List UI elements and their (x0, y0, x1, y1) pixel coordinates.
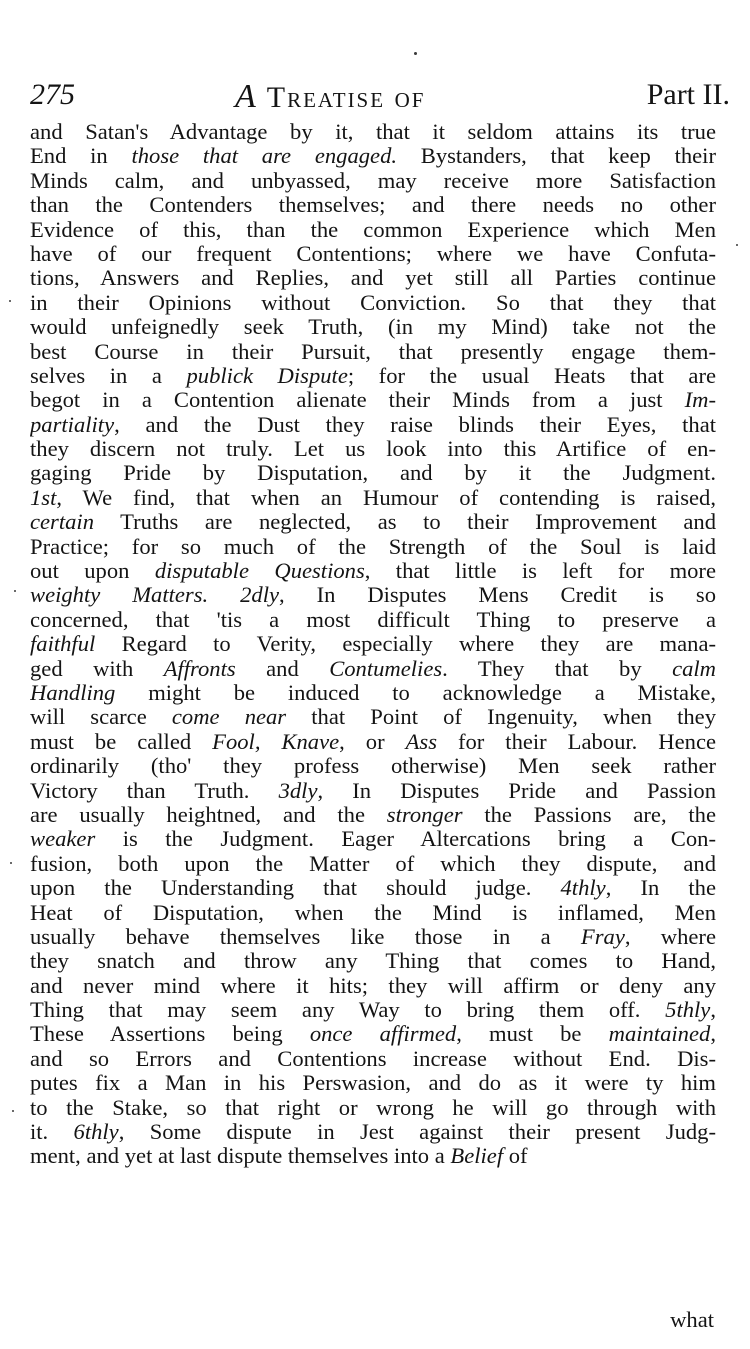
text-segment: , (710, 1022, 716, 1047)
text-segment: , that little is left for more (364, 559, 716, 584)
text-segment: disputable Questions (154, 559, 365, 584)
text-segment: These Assertions being (30, 1022, 310, 1047)
text-line (30, 461, 716, 485)
text-segment: once affirmed (309, 1022, 457, 1047)
text-segment: 3dly (278, 778, 318, 803)
text-segment: it. (30, 1120, 74, 1145)
text-segment: Contumelies (329, 656, 443, 681)
text-line (30, 803, 716, 827)
text-line (30, 583, 716, 607)
text-segment: , or (339, 729, 406, 754)
text-segment: 5thly (665, 998, 711, 1023)
text-line (30, 535, 716, 559)
text-line (30, 266, 716, 290)
text-segment: , We find, that when an Humour of contending is raised, (56, 485, 716, 510)
text-segment: Bystanders, that keep their (397, 144, 716, 169)
text-segment: maintained (608, 1022, 711, 1047)
running-header (30, 78, 730, 118)
text-segment: Evidence of this, than the common Experience which Men (30, 217, 716, 242)
running-title (235, 78, 425, 116)
text-segment: upon the Understanding that should judge. (30, 876, 561, 901)
text-segment: Minds calm, and unbyassed, may receive more Satisfaction (30, 168, 716, 193)
text-segment: Handling (30, 680, 116, 705)
text-segment: usually behave themselves like those in a (30, 924, 581, 949)
text-segment: come near (171, 705, 287, 730)
text-segment: fusion, both upon the Matter of which they dispute, and (30, 851, 716, 876)
text-line (30, 242, 716, 266)
text-segment: might be induced to acknowledge a Mistake, (115, 680, 716, 705)
ink-speck (10, 862, 12, 864)
title-rest: Treatise of (257, 81, 426, 114)
text-line (30, 681, 716, 705)
text-segment: . They that by (442, 656, 673, 681)
text-segment: End in (30, 144, 132, 169)
text-segment: partiality (30, 412, 115, 437)
text-segment: will scarce (30, 705, 172, 730)
text-line (30, 315, 716, 339)
text-line (30, 998, 716, 1022)
text-segment: they discern not truly. Let us look into this Artifice of en- (30, 437, 716, 462)
text-line (30, 974, 716, 998)
text-segment: they snatch and throw any Thing that comes to Hand, (30, 949, 716, 974)
text-segment: begot in a Contention alienate their Minds from a just (30, 388, 685, 413)
catchword: what (670, 1307, 714, 1332)
ink-speck (414, 52, 417, 55)
text-segment: must be called (30, 729, 213, 754)
text-segment: , In Disputes Pride and Passion (317, 778, 716, 803)
text-segment: have of our frequent Contentions; where we have Confuta- (30, 241, 716, 266)
text-line (30, 779, 716, 803)
text-line (30, 413, 716, 437)
text-segment: and Satan's Advantage by it, that it seldom attains its true (30, 120, 716, 144)
text-line (30, 144, 716, 168)
text-line (30, 291, 716, 315)
text-segment: calm (672, 656, 716, 681)
text-line (30, 1022, 716, 1046)
text-line (30, 120, 716, 144)
text-segment: those that are engaged. (131, 144, 398, 169)
text-line (30, 657, 716, 681)
text-line (30, 705, 716, 729)
text-segment: 1st (30, 485, 57, 510)
text-line (30, 925, 716, 949)
text-segment: is the Judgment. Eager Altercations bring a Con- (95, 827, 716, 852)
text-segment: ment, and yet at last dispute themselves into a (30, 1144, 451, 1169)
title-initial: A (235, 78, 258, 115)
text-segment: faithful (30, 632, 96, 657)
text-segment: Truths are neglected, as to their Improvement and (94, 510, 716, 535)
text-segment: and so Errors and Contentions increase without End. Dis- (30, 1046, 716, 1071)
text-segment: than the Contenders themselves; and there needs no other (30, 193, 716, 218)
text-line (30, 340, 716, 364)
text-line (30, 1047, 716, 1071)
text-segment: of (503, 1144, 528, 1169)
text-segment: certain (30, 510, 94, 535)
text-segment: selves in a (30, 363, 187, 388)
ink-speck (12, 1110, 14, 1112)
text-segment: Belief (450, 1144, 504, 1169)
text-segment: Practice; for so much of the Strength of the Soul is laid (30, 534, 716, 559)
body-text (30, 120, 716, 1169)
text-segment: 2dly (240, 583, 279, 608)
text-line (30, 364, 716, 388)
text-line (30, 193, 716, 217)
text-line (30, 510, 716, 534)
text-line (30, 388, 716, 412)
text-segment: , In the (605, 876, 716, 901)
text-segment: , and the Dust they raise blinds their Eyes, that (114, 412, 716, 437)
text-segment: for their Labour. Hence (437, 729, 716, 754)
text-segment: putes fix a Man in his Perswasion, and do as it were ty him (30, 1071, 716, 1096)
text-segment: Regard to Verity, especially where they are mana- (95, 632, 716, 657)
ink-speck (736, 244, 738, 246)
text-line (30, 486, 716, 510)
text-segment: and (235, 656, 330, 681)
text-segment: , Some dispute in Jest against their present Judg- (118, 1120, 716, 1145)
text-line (30, 632, 716, 656)
part-label: Part II. (646, 78, 730, 111)
text-segment: Victory than Truth. (30, 778, 279, 803)
text-segment: Fool, Knave (212, 729, 340, 754)
text-segment: tions, Answers and Replies, and yet still all Parties continue (30, 266, 716, 291)
ink-speck (9, 300, 11, 302)
text-line (30, 1096, 716, 1120)
text-segment: ; for the usual Heats that are (347, 363, 716, 388)
text-segment: weaker (30, 827, 96, 852)
text-segment: gaging Pride by Disputation, and by it the Judgment. (30, 461, 716, 486)
text-segment: out upon (30, 559, 155, 584)
text-line (30, 754, 716, 778)
text-segment: weighty Matters. (30, 583, 209, 608)
text-segment: are usually heightned, and the (30, 802, 387, 827)
text-segment: Heat of Disputation, when the Mind is inflamed, Men (30, 900, 716, 925)
text-segment: that Point of Ingenuity, when they (286, 705, 716, 730)
text-segment: and never mind where it hits; they will affirm or deny any (30, 973, 716, 998)
text-segment: publick Dispute (186, 363, 348, 388)
text-line (30, 1071, 716, 1095)
text-line (30, 608, 716, 632)
text-segment: stronger (386, 802, 463, 827)
text-line (30, 1144, 716, 1168)
text-segment: Fray (580, 924, 625, 949)
text-segment (208, 583, 240, 607)
text-segment: , In Disputes Mens Credit is so (279, 583, 716, 608)
text-segment: best Course in their Pursuit, that presently engage them- (30, 339, 716, 364)
text-segment: , where (624, 924, 716, 949)
text-line (30, 1120, 716, 1144)
text-line (30, 169, 716, 193)
text-segment: concerned, that 'tis a most difficult Thing to preserve a (30, 607, 716, 632)
text-segment: would unfeignedly seek Truth, (in my Mind) take not the (30, 315, 716, 340)
text-line (30, 949, 716, 973)
text-line (30, 559, 716, 583)
text-line (30, 901, 716, 925)
text-segment: in their Opinions without Conviction. So that they that (30, 290, 716, 315)
text-segment: 4thly (560, 876, 606, 901)
text-line (30, 827, 716, 851)
text-segment: , must be (456, 1022, 609, 1047)
ink-speck (14, 590, 16, 592)
text-segment: Thing that may seem any Way to bring them off. (30, 998, 666, 1023)
text-segment: the Passions are, the (462, 802, 716, 827)
text-segment: to the Stake, so that right or wrong he will go through with (30, 1095, 716, 1120)
text-segment: 6thly (73, 1120, 119, 1145)
text-line (30, 876, 716, 900)
text-segment: , (710, 998, 716, 1023)
text-segment: ordinarily (tho' they profess otherwise) Men seek rather (30, 754, 716, 779)
text-line (30, 852, 716, 876)
text-segment: ged with (30, 656, 164, 681)
text-segment: Affronts (163, 656, 236, 681)
text-line (30, 218, 716, 242)
text-segment: Im- (684, 388, 716, 413)
text-segment: Ass (405, 729, 437, 754)
page-number: 275 (30, 78, 75, 111)
text-line (30, 730, 716, 754)
text-line (30, 437, 716, 461)
